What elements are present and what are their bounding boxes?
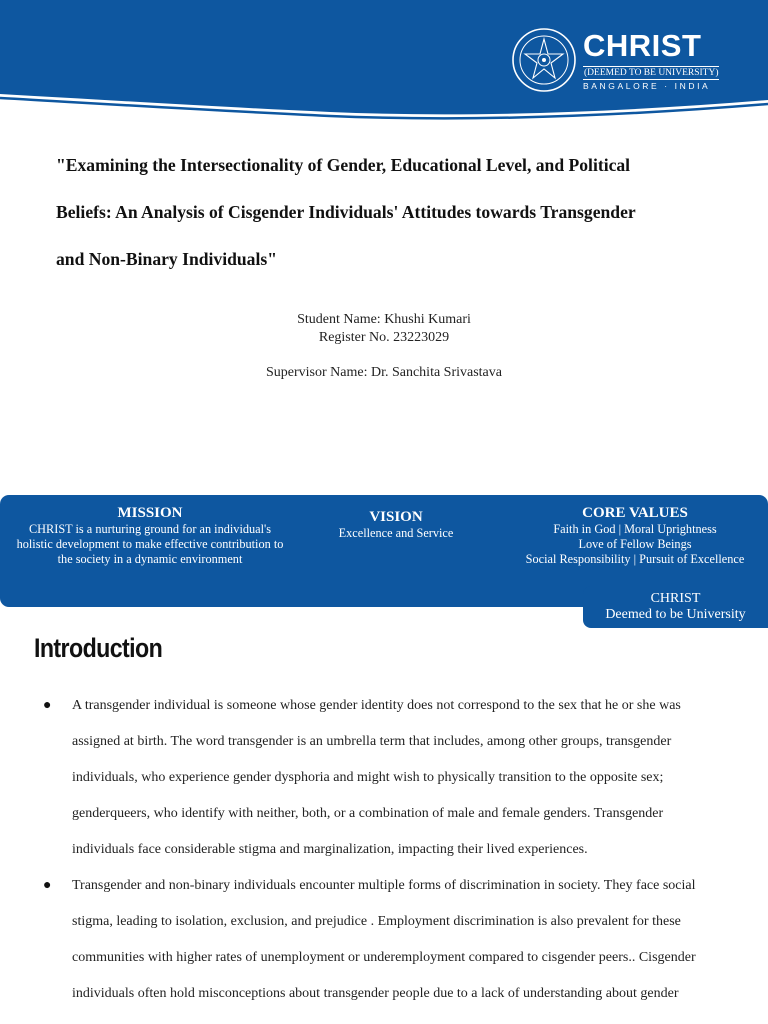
mission-heading: MISSION <box>117 505 183 521</box>
bullet-line: stigma, leading to isolation, exclusion, and prejudice . Employment discrimination is also prevalent for these <box>72 914 681 929</box>
document-title <box>56 142 716 283</box>
logo-wordmark: CHRIST <box>583 28 702 63</box>
logo-subtitle: (DEEMED TO BE UNIVERSITY) <box>584 68 719 78</box>
core-values-heading: CORE VALUES <box>582 505 688 521</box>
introduction-heading: Introduction <box>34 633 163 663</box>
mission-text-line: holistic development to make effective contribution to <box>16 537 284 551</box>
bullet-line: Transgender and non-binary individuals encounter multiple forms of discrimination in society. They face social <box>72 878 696 893</box>
core-values-line: Love of Fellow Beings <box>578 537 692 551</box>
bullet-line: individuals often hold misconceptions about transgender people due to a lack of understanding about gender <box>72 986 679 1001</box>
register-number: Register No. 23223029 <box>318 330 450 345</box>
title-line: "Examining the Intersectionality of Gender, Educational Level, and Political <box>56 155 631 175</box>
badge-line: Deemed to be University <box>605 607 746 622</box>
bullet-line: individuals, who experience gender dysphoria and might wish to physically transition to the opposite sex; <box>72 770 664 785</box>
university-seal-icon <box>511 27 577 93</box>
bullet-item <box>0 688 740 868</box>
vision-heading: VISION <box>369 509 423 525</box>
student-name: Student Name: Khushi Kumari <box>297 312 471 327</box>
introduction-bullets <box>0 688 768 1012</box>
bullet-line: A transgender individual is someone whose gender identity does not correspond to the sex that he or she was <box>72 698 681 713</box>
badge-line: CHRIST <box>650 591 701 606</box>
vision-section <box>296 509 496 541</box>
bullet-dot-icon: ● <box>43 878 52 893</box>
supervisor-name: Supervisor Name: Dr. Sanchita Srivastava <box>265 365 502 380</box>
bullet-dot-icon: ● <box>43 698 52 713</box>
core-values-line: Faith in God | Moral Uprightness <box>553 522 717 536</box>
bullet-line: communities with higher rates of unemployment or underemployment compared to cisgender peers.. Cisgender <box>72 950 696 965</box>
university-badge <box>583 586 768 628</box>
bullet-line: genderqueers, who identify with neither, both, or a combination of male and female genders. Transgender <box>72 806 664 821</box>
core-values-line: Social Responsibility | Pursuit of Excellence <box>525 552 745 566</box>
bullet-item <box>0 868 740 1012</box>
mission-text-line: the society in a dynamic environment <box>57 552 243 566</box>
core-values-section <box>505 505 765 567</box>
logo-location: BANGALORE · INDIA <box>583 81 711 91</box>
mission-text-line: CHRIST is a nurturing ground for an individual's <box>28 522 272 536</box>
header-banner <box>0 0 768 124</box>
bullet-line: individuals face considerable stigma and marginalization, impacting their lived experiences. <box>72 842 588 857</box>
university-logo <box>511 27 723 97</box>
mission-section <box>0 505 300 567</box>
vision-text: Excellence and Service <box>338 526 454 540</box>
title-line: Beliefs: An Analysis of Cisgender Individuals' Attitudes towards Transgender <box>56 202 636 222</box>
bullet-line: assigned at birth. The word transgender is an umbrella term that includes, among other groups, transgender <box>72 734 672 749</box>
title-line: and Non-Binary Individuals" <box>56 249 277 269</box>
